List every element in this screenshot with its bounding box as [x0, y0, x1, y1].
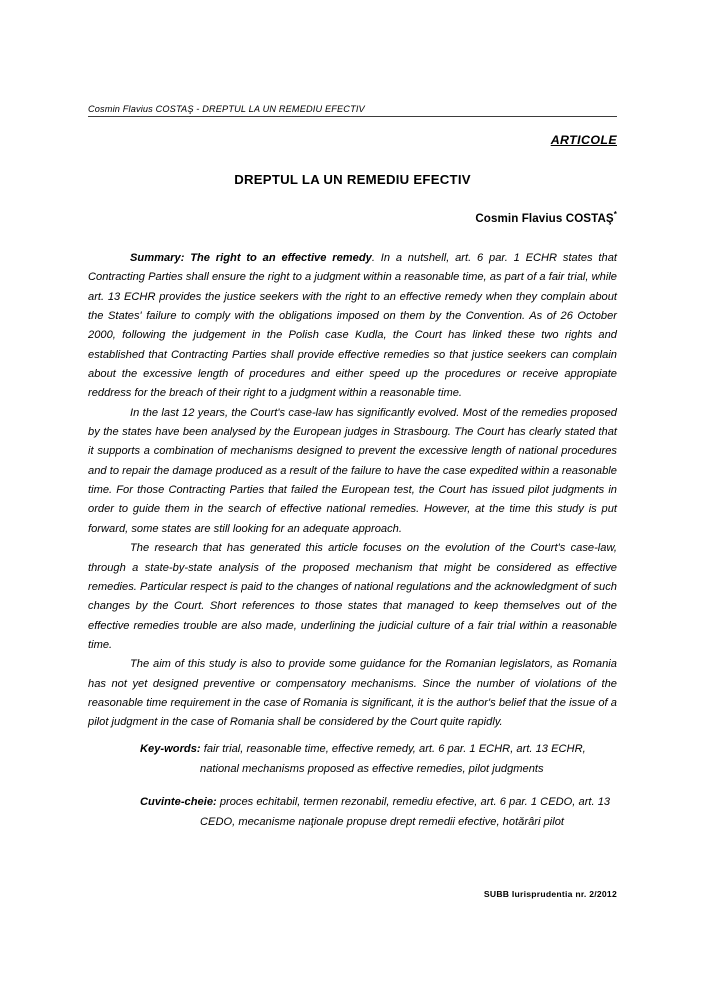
abstract-lead-in: Summary: The right to an effective remedy	[130, 252, 372, 264]
page-content-area	[88, 0, 617, 1003]
abstract-paragraph	[88, 249, 617, 404]
abstract-paragraph	[88, 539, 617, 655]
abstract-paragraph-text: In the last 12 years, the Court's case-law has significantly evolved. Most of the remedies proposed by the states have been analysed by the European judges in Strasbourg. The Court has clearly stated that it supports a combination of mechanisms designed to prevent the excessive length of national procedures and to repair the damage produced as a result of the failure to have the case expedited within a reasonable time. For those Contracting Parties that failed the European test, the Court has issued pilot judgments in order to guide them in the search of effective national remedies. However, at the time this study is put forward, some states are still looking for an adequate approach.	[88, 406, 617, 535]
keywords-romanian-line	[140, 793, 617, 832]
keywords-romanian-block	[140, 793, 617, 832]
header-divider-rule	[88, 116, 617, 117]
running-header	[88, 103, 617, 117]
author-byline	[88, 210, 617, 225]
author-name: Cosmin Flavius COSTAŞ	[475, 211, 614, 225]
section-kicker: ARTICOLE	[550, 133, 617, 147]
abstract-paragraph-text: The aim of this study is also to provide some guidance for the Romanian legislators, as Romania has not yet designed preventive or compensatory mechanisms. Since the number of violations of the reasonable time requirement in the case of Romania is significant, it is the author's belief that the issue of a pilot judgment in the case of Romania shall be considered by the Court quite rapidly.	[88, 658, 617, 729]
abstract-paragraph-text: . In a nutshell, art. 6 par. 1 ECHR states that Contracting Parties shall ensure the right to a judgment within a reasonable time, as part of a fair trial, while art. 13 ECHR provides the justice seekers with the right to an effective remedy when they complain about the States' failure to comply with the obligations imposed on them by the Convention. As of 26 October 2000, following the judgement in the Polish case Kudla, the Court has linked these two rights and established that Contracting Parties shall provide effective remedies so that justice seekers can complain about the excessive length of procedures and either speed up the procedures or receive appropiate reddress for the breach of their right to a judgment within a reasonable time.	[88, 252, 617, 400]
keywords-romanian-text: proces echitabil, termen rezonabil, remediu efective, art. 6 par. 1 CEDO, art. 13 CEDO, mecanisme naţionale propuse drept remedii efective, hotărâri pilot	[200, 796, 611, 828]
page-title: DREPTUL LA UN REMEDIU EFECTIV	[234, 172, 471, 187]
abstract-paragraph	[88, 655, 617, 732]
keywords-romanian-label: Cuvinte-cheie:	[140, 796, 217, 808]
keywords-english-text: fair trial, reasonable time, effective remedy, art. 6 par. 1 ECHR, art. 13 ECHR, national mechanisms proposed as effective remedies, pilot judgments	[200, 743, 586, 775]
keywords-english-label: Key-words:	[140, 743, 201, 755]
abstract-body	[88, 249, 617, 733]
running-header-text: Cosmin Flavius COSTAŞ - DREPTUL LA UN REMEDIU EFECTIV	[88, 104, 365, 114]
footnote-marker-icon: *	[613, 210, 617, 219]
page-footer-citation: SUBB Iurisprudentia nr. 2/2012	[483, 889, 617, 899]
keywords-english-block	[140, 740, 617, 779]
abstract-paragraph	[88, 404, 617, 539]
keywords-english-line	[140, 740, 617, 779]
abstract-paragraph-text: The research that has generated this article focuses on the evolution of the Court's case-law, through a state-by-state analysis of the proposed mechanism that might be considered as effective remedies. Particular respect is paid to the changes of national regulations and the acknowledgment of such changes by the Court. Short references to those states that managed to keep themselves out of the effective remedies trouble are also made, underlining the judicial culture of a fair trial within a reasonable time.	[88, 542, 617, 651]
